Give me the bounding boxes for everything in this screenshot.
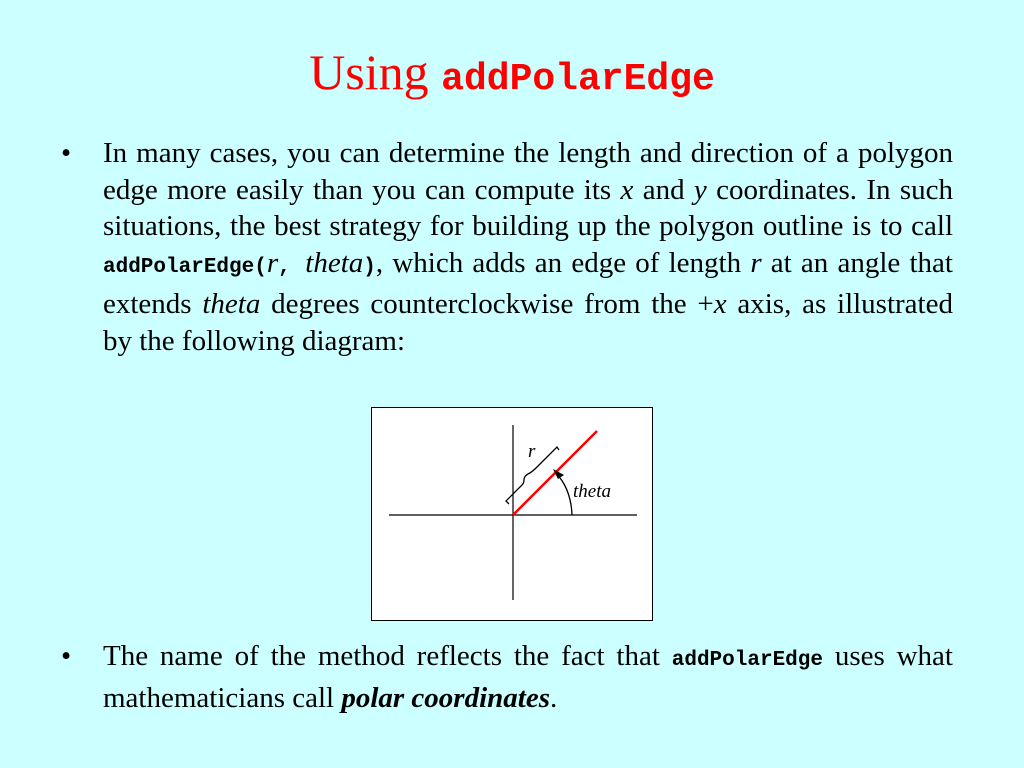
bullet-1-x2: x bbox=[713, 288, 727, 320]
bullet-1-text-a: In many cases, you can determine the length and direction of a polygon edge more easily than you can compute its bbox=[103, 137, 953, 206]
theta-arc bbox=[556, 473, 572, 515]
method-call bbox=[103, 247, 376, 279]
bullet-2 bbox=[61, 638, 953, 716]
call-theta: theta bbox=[305, 246, 364, 279]
bullet-1-text-d: , which adds an edge of length bbox=[375, 246, 751, 279]
call-open: addPolarEdge( bbox=[103, 255, 267, 279]
polar-coordinates-term: polar coordinates bbox=[341, 681, 550, 714]
call-close: ) bbox=[363, 255, 376, 279]
bullet-1-r: r bbox=[750, 246, 762, 279]
slide-title bbox=[0, 42, 1024, 110]
bullet-2-text-b: uses what mathematicians call bbox=[103, 640, 953, 714]
call-r: r bbox=[266, 246, 279, 279]
bullet-marker: • bbox=[61, 137, 72, 169]
bullet-1-x: x bbox=[620, 173, 634, 206]
bullet-1 bbox=[61, 135, 953, 359]
title-method: addPolarEdge bbox=[441, 58, 715, 101]
r-label: r bbox=[528, 441, 536, 462]
bullet-1-text-g: axis, as illustrated by the following diagram: bbox=[103, 288, 953, 357]
bullet-1-text-e: at an angle that extends bbox=[103, 246, 953, 320]
polar-diagram bbox=[371, 407, 653, 621]
bullet-1-theta: theta bbox=[202, 288, 261, 320]
bullet-2-text-c: . bbox=[550, 681, 558, 714]
bullet-1-text-b: and bbox=[633, 173, 694, 206]
call-sep: , bbox=[278, 255, 306, 279]
polar-diagram-svg bbox=[372, 408, 652, 620]
title-prefix: Using bbox=[309, 44, 442, 100]
bullet-1-text-f: degrees counterclockwise from the + bbox=[260, 288, 714, 320]
bullet-1-y: y bbox=[693, 173, 707, 206]
theta-label: theta bbox=[573, 481, 611, 502]
bullet-2-method: addPolarEdge bbox=[671, 649, 823, 672]
bullet-marker: • bbox=[61, 640, 72, 672]
bullet-2-text-a: The name of the method reflects the fact that bbox=[103, 640, 672, 672]
bullet-1-text-c: coordinates. In such situations, the best strategy for building up the polygon outline is to call bbox=[103, 173, 953, 242]
